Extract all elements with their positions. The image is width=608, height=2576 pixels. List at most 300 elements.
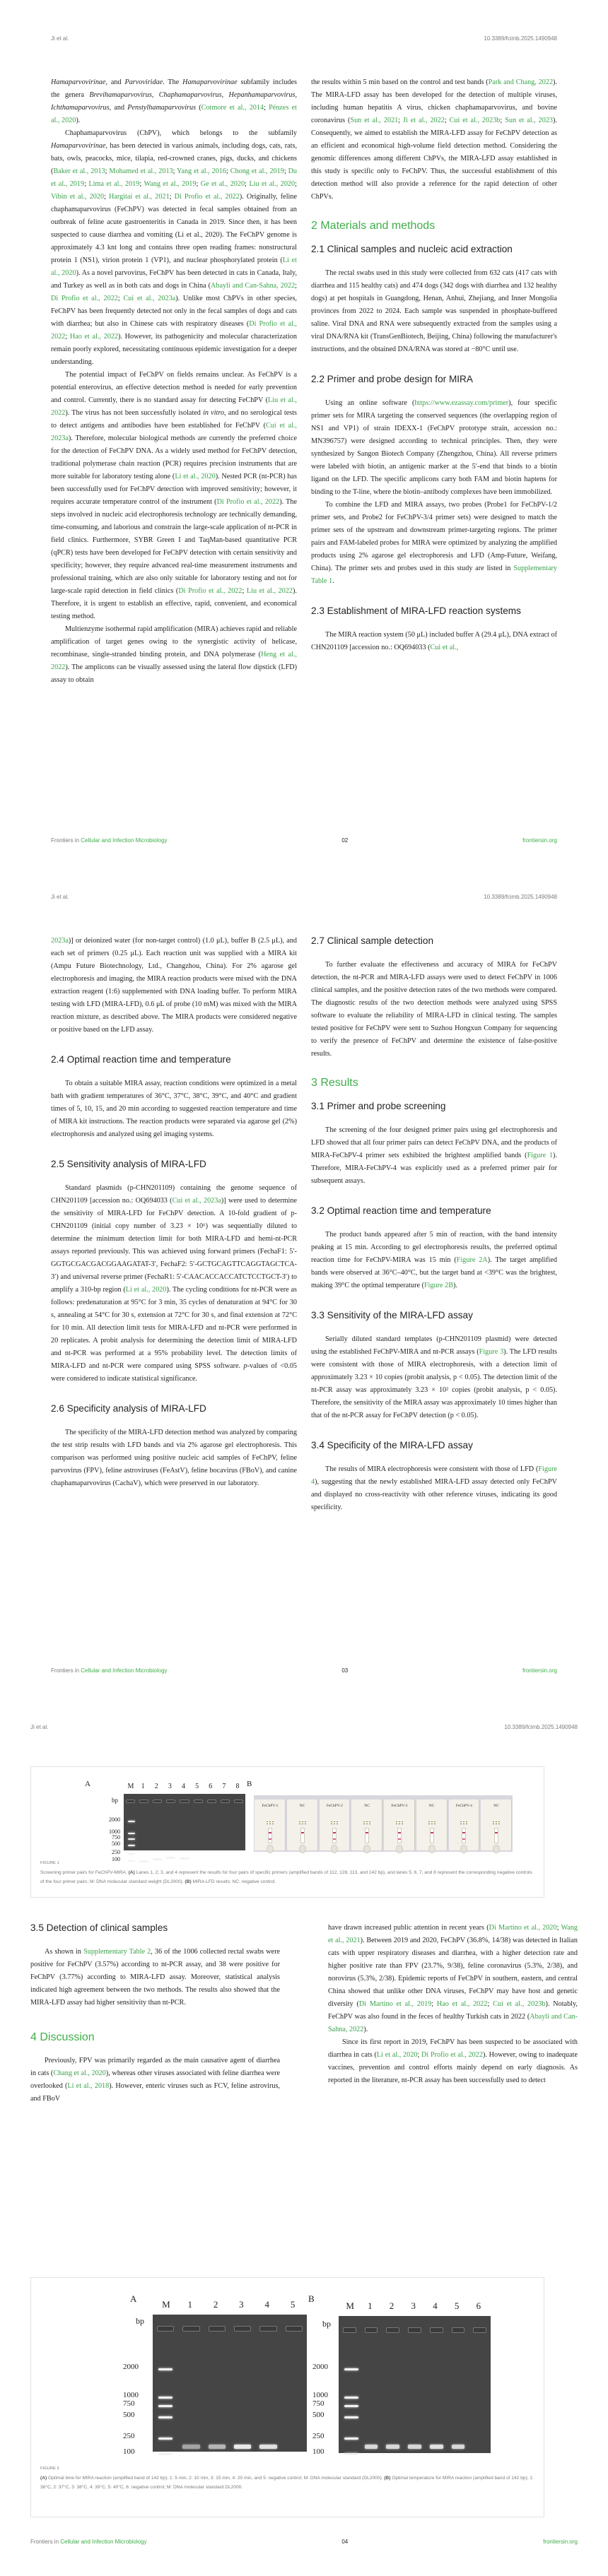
gel-well <box>234 1800 243 1803</box>
citation-link[interactable]: Mohamed et al., 2013 <box>109 167 173 175</box>
text: , and no serological tests to detect antigens and antibodies have been established for FeChPV ( <box>51 409 298 430</box>
strip-label: NC <box>493 1804 499 1808</box>
ladder-band <box>344 2438 358 2440</box>
text: ), four specific primer sets for MIRA targeting the conserved sequences (the overlapping region of NS1 and VP1) of strain IDEXX-1 (FeChPV prototype strain, accession no.: MN396757) were designed according to technical principles. Then, they were synthesized by Sangon Biotech Company (Zhengzhou, China). All reverse primers were labeled with biotin, an antigenic marker at the 5′-end that binds to a biotin ligand on the LFD. The specific amplicons carry both FAM and biotin haptens for binding to the T-line, where the biotin–antibody complexes have been immobilized. <box>311 399 558 496</box>
supplementary-link[interactable]: Supplementary Table 1 <box>311 565 557 585</box>
gel-well <box>234 2326 251 2332</box>
italic-term: Parvoviridae <box>124 78 163 86</box>
product-band <box>452 2445 465 2449</box>
ladder-label: 750 <box>123 2399 135 2408</box>
citation-link[interactable]: Li et al., 2020 <box>51 256 297 277</box>
lfd-strip <box>351 1800 382 1850</box>
text: ). As a novel parvovirus, FeChPV has been detected in cats in Canada, Italy, and Turkey as well as in both cats and dogs in China ( <box>51 269 298 290</box>
citation-link[interactable]: Cui et al., 2023a <box>172 1197 221 1205</box>
strip-label: NC <box>364 1804 370 1808</box>
page-number: 03 <box>341 1667 349 1674</box>
ladder-band <box>344 2405 358 2407</box>
product-band <box>408 2445 421 2449</box>
lane-label: 6 <box>476 2300 481 2311</box>
panel-ref: (B) <box>185 1879 192 1884</box>
citation-link[interactable]: Cui et al., 2023a <box>123 295 176 302</box>
citation-list: Sun et al., 2021; Ji et al., 2022; Cui et al., 2023b; Sun et al., 2023 <box>350 117 554 124</box>
running-head-doi: 10.3389/fcimb.2025.1490948 <box>484 894 557 900</box>
two-column-body <box>30 1922 578 2105</box>
subsection-heading: 2.5 Sensitivity analysis of MIRA-LFD <box>51 1159 206 1169</box>
citation-link[interactable]: Di Profio et al., 2022 <box>51 320 297 341</box>
text: The screening of the four designed primer pairs using gel electrophoresis and LFD showed that all four primer pairs can detect FeChPV DNA, and the products of MIRA-FeChPV-4 primer sets exhibited the brightest amplified bands ( <box>311 1126 557 1159</box>
bp-label: bp <box>136 2316 144 2326</box>
paragraph: Since its first report in 2019, FeChPV has been suspected to be associated with diarrhea in cats (Li et al., 2020; Di Profio et al., 2022). However, owing to inadequate vaccines, prevention and control efforts mainly depend on early diagnosis. As reported in the literature, nt-PCR assay has been successfully used to detect <box>328 2038 578 2084</box>
text: , 36 of the 1006 collected rectal swabs were positive for FeChPV (3.57%) according to nt-PCR assay, and 38 were positive for FeChPV (3.77%) according to MIRA-LFD assay. Moreover, statistical analysis indicated high agreement between the two methods. The results also showed that the MIRA-LFD assay had higher sensitivity than nt-PCR. <box>30 1948 280 2007</box>
control-line <box>301 1832 304 1833</box>
gel-image <box>124 1794 245 1850</box>
gel-well <box>343 2327 356 2333</box>
lane-label: 4 <box>433 2300 438 2311</box>
lane-label: 2 <box>154 1783 158 1790</box>
strip-dots <box>395 1821 404 1825</box>
strip-label: FeChPV-4 <box>455 1804 472 1808</box>
strip-window <box>430 1828 434 1843</box>
section-heading: 3 Results <box>311 1077 358 1089</box>
strip-dots <box>460 1821 468 1825</box>
ladder-label: 1000 <box>109 1828 120 1835</box>
gel-well <box>180 1800 189 1803</box>
ladder-label: 1000 <box>312 2391 328 2399</box>
product-band <box>386 2445 399 2449</box>
citation-link[interactable]: Li et al., 2020 <box>175 473 216 480</box>
bp-label: bp <box>112 1797 118 1804</box>
ladder-band <box>158 2397 173 2399</box>
ladder-band <box>344 2453 358 2455</box>
figure-label: FIGURE 2 <box>40 2466 59 2471</box>
ladder-band <box>344 2397 358 2399</box>
text: Standard plasmids (p-CHN201109) containing the genome sequence of CHN201109 [accession no.: OQ694033 ( <box>51 1184 297 1205</box>
lane-label: M <box>162 2299 170 2310</box>
text: and <box>111 104 128 112</box>
text: Multienzyme isothermal rapid amplification (MIRA) achieves rapid and reliable amplification of target genes owing to the synergistic activity of helicase, recombinase, single-stranded binding protein, and DNA polymerase ( <box>51 625 297 658</box>
citation-link[interactable]: Hao et al., 2022 <box>436 2000 488 2008</box>
text: ). The target amplified bands were observed at 36°C–40°C, but the target band at <39°C was the brightest, making 39°C the optimal temperature ( <box>311 1256 557 1289</box>
lane-label: 3 <box>411 2300 416 2311</box>
citation-link[interactable]: Li et al., 2020 <box>125 1286 167 1294</box>
citation-link[interactable]: Yang et al., 2016 <box>177 167 226 175</box>
journal-link[interactable]: Cellular and Infection Microbiology <box>60 2539 147 2545</box>
text: ). Originally, feline chaphamaparvovirus (FeChPV) was detected in fecal samples obtained from an outbreak of feline acute gastroenteritis in Canada in 2019. Since then, it has been suspected to cause diarrhea and vomiting (Li et al., 2020). The FeChPV genome is approximately 4.3 knt long and contains three open reading frames: nonstructural protein 1 (NS1), virion protein 1 (VP1), and nuclear phosphorylated protein ( <box>51 193 297 264</box>
text: . <box>332 577 334 585</box>
running-head <box>30 1724 578 1730</box>
text: ). Between 2019 and 2020, FeChPV (36.8%, 14/38) was detected in Italian cats with upper respiratory diseases and diarrhea, with a higher detection rate and higher positive rate than FPV (23.7%, 9/38), feline coronavirus (5.3%, 2/38), and norovirus (5.3%, 2/38). Epidemic reports of FeChPV in southern, eastern, and central China showed that unlike other DNA viruses, FeChPV may have host and genetic diversity ( <box>328 1937 578 2008</box>
paragraph: The potential impact of FeChPV on fields remains unclear. As FeChPV is a potential enterovirus, an effective detection method is needed for early prevention and control. Currently, there is no standard assay for detecting FeChPV (Liu et al., 2022). The virus has not been successfully isolated in vitro, and no serological tests to detect antigens and antibodies have been established for FeChPV (Cui et al., 2023a). Therefore, molecular biological methods are currently the preferred choice for the detection of FeChPV DNA. As a widely used method for FeChPV detection, traditional polymerase chain reaction (PCR) requires precision instruments that are more suitable for laboratory testing alone (Li et al., 2020). Nested PCR (nt-PCR) has been successfully used for FeChPV detection with improved sensitivity; however, it requires accurate temperature control of the instrument (Di Profio et al., 2022). The steps involved in nucleic acid electrophoresis technology are technically demanding, time-consuming, and laborious and constrain the large-scale application of nt-PCR in field clinics. Furthermore, SYBR Green I and TaqMan-based quantitative PCR (qPCR) tests have been developed for FeChPV detection with certain sensitivity and specificity; however, they require advanced real-time measurement instruments and professional training, which are also only suitable for laboratory testing and not for large-scale rapid detection in field clinics (Di Profio et al., 2022; Liu et al., 2022). Therefore, it is urgent to establish an effective, rapid, convenient, and economical testing method. <box>51 371 298 620</box>
sample-well <box>267 1845 274 1853</box>
section-heading: 4 Discussion <box>30 2031 95 2043</box>
ladder-band <box>344 2416 358 2418</box>
text: ( <box>196 104 201 112</box>
page-number: 04 <box>341 2539 349 2545</box>
text: , has been detected in various animals, including dogs, cats, rats, bats, owls, peacocks, mice, tilapia, red-crowned cranes, pigs, ducks, and chickens ( <box>51 142 297 175</box>
lfd-strip <box>255 1800 286 1850</box>
text: To combine the LFD and MIRA assays, two probes (Probe1 for FeChPV-1/2 primer sets, and Probe2 for FeChPV-3/4 primer sets) were designed to match the primer sets of the upstream and downstream primer-targeting regions. The primer pairs and FAM-labeled probes for MIRA were optimized by analyzing the amplified products using 2% agarose gel electrophoresis and LFD (Amp-Future, Weifang, China). The primer sets and probes used in this study are listed in <box>311 501 557 572</box>
paragraph <box>311 1463 557 1514</box>
running-head-doi: 10.3389/fcimb.2025.1490948 <box>484 35 557 42</box>
panel-b-label: B <box>308 2293 315 2304</box>
footer-journal <box>51 837 168 844</box>
italic-term: in vitro <box>203 409 225 417</box>
citation-link[interactable]: Di Profio et al., 2022 <box>51 295 118 302</box>
sample-well <box>331 1845 338 1853</box>
citation-link[interactable]: Cui et al., 2023b <box>449 117 501 124</box>
text: ), whereas other viruses associated with feline diarrhea were overlooked ( <box>30 2069 280 2090</box>
lfd-strip <box>449 1800 480 1850</box>
ladder-label: 1000 <box>123 2391 139 2399</box>
gel-well <box>408 2327 421 2333</box>
sample-well <box>396 1845 403 1853</box>
right-column <box>328 1922 578 2105</box>
gel-well <box>430 2327 443 2333</box>
italic-term: Hamaparvovirinae <box>51 142 106 150</box>
text: ). The amplicons can be visually assessed using the lateral flow dipstick (LFD) assay to obtain <box>51 663 297 684</box>
text: ). Nested PCR (nt-PCR) has been successfully used for FeChPV detection with improved sensitivity; however, it requires accurate temperature control of the instrument ( <box>51 473 298 506</box>
lfd-strip <box>320 1800 351 1850</box>
citation-list: Di Profio et al., 2022; Hao et al., 2022 <box>51 320 297 341</box>
control-line <box>431 1832 433 1833</box>
ladder-band <box>128 1838 135 1840</box>
lfd-strip <box>481 1800 512 1850</box>
footer-journal <box>51 1667 168 1674</box>
strip-dots <box>266 1821 274 1825</box>
text: ). However, its pathogenicity and molecular characterization remain poorly explored, necessitating continuous epidemic investigation for a deeper understanding. <box>51 333 297 366</box>
text: have drawn increased public attention in recent years ( <box>328 1924 489 1932</box>
citation-link[interactable]: Cotmore et al., 2014 <box>201 104 264 112</box>
lane-label: 7 <box>222 1783 226 1790</box>
text: subfamily includes the genera <box>51 78 298 99</box>
citation-link[interactable]: Di Profio et al., 2022 <box>174 193 240 201</box>
paragraph: The rectal swabs used in this study were collected from 632 cats (417 cats with diarrhea and 115 healthy cats) and 474 dogs (342 dogs with diarrhea and 132 healthy dogs) at pet hospitals in Guangdong, Henan, Anhui, Zhejiang, and Inner Mongolia provinces from 2022 to 2024. Each sample was suspended in phosphate-buffered saline. Viral DNA and RNA were subsequently extracted from the samples using a viral DNA/RNA kit (TransGenBiotech, Beijing, China) following the manufacturer's instructions, and the obtained DNA/RNA was stored at −80°C until use. <box>311 269 557 353</box>
citation-link[interactable]: Chang et al., 2020 <box>53 2069 106 2077</box>
page-footer <box>51 1667 557 1674</box>
figure-link[interactable]: Figure 3 <box>479 1348 504 1356</box>
strip-dots <box>298 1821 307 1825</box>
text: The results of MIRA electrophoresis were consistent with those of LFD ( <box>325 1465 539 1473</box>
figure-1-image <box>31 1767 544 1862</box>
lane-label: 4 <box>182 1783 185 1790</box>
product-band <box>365 2445 378 2449</box>
lane-label: M <box>127 1783 134 1790</box>
panel-b-label: B <box>247 1780 252 1788</box>
strip-window <box>462 1828 466 1843</box>
strip-window <box>397 1828 402 1843</box>
gel-well <box>182 2326 199 2332</box>
text: The potential impact of FeChPV on fields remains unclear. As FeChPV is a potential enterovirus, an effective detection method is needed for early prevention and control. Currently, there is no standard assay for detecting FeChPV ( <box>51 371 297 404</box>
running-head <box>51 35 557 42</box>
product-band <box>153 1858 162 1860</box>
citation-link[interactable]: Pénzes et al., 2020 <box>51 104 297 124</box>
paragraph <box>311 629 557 654</box>
right-column <box>311 935 557 1514</box>
ladder-band <box>344 2368 358 2370</box>
text: , and <box>105 78 125 86</box>
test-line <box>333 1838 336 1840</box>
paragraph: have drawn increased public attention in recent years (Di Martino et al., 2020; Wang et al., 2021). Between 2019 and 2020, FeChPV (36.8%, 14/38) was detected in Italian cats with upper respiratory diseases and diarrhea, with a higher detection rate and higher positive rate than FPV (23.7%, 9/38), feline coronavirus (5.3%, 2/38), and norovirus (5.3%, 2/38). Epidemic reports of FeChPV in southern, eastern, and central China showed that unlike other DNA viruses, FeChPV may have host and genetic diversity (Di Martino et al., 2019; Hao et al., 2022; Cui et al., 2023b). Notably, FeChPV was also found in the feces of healthy Turkish cats in 2022 (Abayli and Can-Sahna, 2022). <box>328 1924 578 2033</box>
panel-a-label: A <box>85 1780 90 1788</box>
ladder-label: 500 <box>123 2411 135 2419</box>
citation-link[interactable]: Du et al., 2019 <box>51 167 298 188</box>
subsection-heading: 2.7 Clinical sample detection <box>311 935 434 946</box>
subsection-heading: 2.6 Specificity analysis of MIRA-LFD <box>51 1403 206 1414</box>
text: ). However, owing to inadequate vaccines, prevention and control efforts mainly depend on early diagnosis. As reported in the literature, nt-PCR assay has been successfully used to detect <box>328 2051 578 2084</box>
paragraph <box>51 623 297 687</box>
strip-window <box>365 1828 369 1843</box>
gel-well <box>452 2327 465 2333</box>
gel-well <box>194 1800 203 1803</box>
product-band <box>139 1860 148 1862</box>
text: ). <box>76 117 81 124</box>
paragraph <box>311 397 557 499</box>
text: Previously, FPV was primarily regarded as the main causative agent of diarrhea in cats ( <box>30 2057 280 2077</box>
citation-link[interactable]: Liu et al., 2022 <box>246 587 293 595</box>
ladder-label: 250 <box>312 2432 325 2440</box>
citation-link[interactable]: Liu et al., 2020 <box>249 180 296 188</box>
citation-link[interactable]: Cui et al., <box>430 644 459 651</box>
ladder-label: 250 <box>112 1849 120 1855</box>
ladder-label: 250 <box>123 2432 135 2440</box>
running-head-authors: Ji et al. <box>51 35 69 42</box>
text: )] or deionized water (for non-target control) (1.0 μL), buffer B (2.5 μL), and each set of primers (0.25 μL). Each reaction unit was supplied with a MIRA kit (Ampu Future Biotechnology, Ltd., Changzhou, China). For 2% agarose gel electrophoresis and imaging, the MIRA reaction products were mixed with the DNA extraction reagent (1:6) supplemented with DNA loading buffer. To perform MIRA testing with LFD (MIRA-LFD), 0.6 μL of probe (10 mM) was mixed with the MIRA reaction mixture, as described above. The MIRA products were considered negative or positive based on the LFD assay. <box>51 937 297 1034</box>
control-line <box>366 1832 368 1833</box>
citation-link[interactable]: 2023a <box>51 937 69 945</box>
citation-link[interactable]: Chong et al., 2019 <box>230 167 284 175</box>
lfd-strip <box>416 1800 448 1850</box>
two-column-body <box>51 935 557 1514</box>
citation-link[interactable]: Hargitai et al., 2021 <box>109 193 170 201</box>
text: Serially diluted standard templates (p-CHN201109 plasmid) were detected using the established FeChPV-MIRA and nt-PCR assays ( <box>311 1335 557 1356</box>
citation-link[interactable]: Wang et al., 2021 <box>328 1924 578 1944</box>
page-02 <box>0 0 608 858</box>
strip-label: FeChPV-3 <box>391 1804 408 1808</box>
citation-link[interactable]: Cui et al., 2023b <box>493 2000 546 2008</box>
citation-link[interactable]: Li et al., 2020 <box>376 2051 418 2059</box>
page-footer <box>51 837 557 844</box>
test-line <box>398 1838 401 1840</box>
lane-label: 3 <box>168 1783 172 1790</box>
paragraph <box>311 499 557 588</box>
lfd-strip <box>287 1800 318 1850</box>
footer-prefix: Frontiers in <box>51 1667 81 1674</box>
control-line <box>462 1832 465 1833</box>
text: Using an online software ( <box>325 399 415 407</box>
italic-term: p <box>243 1362 247 1370</box>
text: Optimal temperature for MIRA reaction (amplified band of 142 bp); 1: 36°C, 2: 37°C, 3: 38°C, 4: 39°C, 5: 40°C, 6: negative control; M: DNA molecular standard DL2000. <box>40 2476 534 2490</box>
journal-link[interactable]: Cellular and Infection Microbiology <box>81 837 168 844</box>
text: Since its first report in 2019, FeChPV has been suspected to be associated with diarrhea in cats ( <box>328 2038 578 2059</box>
gel-well <box>209 2326 226 2332</box>
lane-label: 4 <box>264 2299 269 2310</box>
ladder-label: 100 <box>112 1856 120 1862</box>
text: As shown in <box>45 1948 84 1956</box>
citation-link[interactable]: Hao et al., 2022 <box>69 333 119 341</box>
page-03 <box>0 858 608 1717</box>
running-head-authors: Ji et al. <box>51 894 69 900</box>
text: -values of <0.05 were considered to indicate statistical significance. <box>51 1362 298 1383</box>
lane-label: 5 <box>195 1783 199 1790</box>
text: ). The steps involved in nucleic acid electrophoresis technology are technically demanding, time-consuming, and laborious and constrain the large-scale application of nt-PCR in field clinics. Furthermore, SYBR Green I and TaqMan-based quantitative PCR (qPCR) tests have been developed for FeChPV detection with certain sensitivity and specificity; however, they require advanced real-time measurement instruments and professional training, which are also only suitable for laboratory testing and not for large-scale rapid detection in field clinics ( <box>51 498 297 595</box>
figure-label: FIGURE 1 <box>40 1861 59 1865</box>
panel-ref: (A) <box>128 1870 135 1875</box>
panel-ref: (B) <box>384 2476 391 2481</box>
subsection-heading: 2.1 Clinical samples and nucleic acid extraction <box>311 244 513 254</box>
citation-link[interactable]: Cui et al., 2023a <box>51 422 297 442</box>
citation-link[interactable]: Di Profio et al., 2022 <box>421 2051 483 2059</box>
lane-label: 5 <box>290 2299 296 2310</box>
lane-label: 1 <box>368 2300 373 2311</box>
subsection-heading: 3.1 Primer and probe screening <box>311 1101 446 1111</box>
strip-dots <box>428 1821 436 1825</box>
lane-label: 1 <box>141 1783 145 1790</box>
control-line <box>495 1832 498 1833</box>
paragraph <box>311 1229 557 1292</box>
product-band <box>180 1857 189 1860</box>
lane-label: 5 <box>454 2300 460 2311</box>
figure-link[interactable]: Figure 2B <box>423 1282 454 1289</box>
figure-1 <box>30 1766 544 1898</box>
gel-well <box>386 2327 399 2333</box>
citation-link[interactable]: Di Profio et al., 2022 <box>178 587 242 595</box>
strip-dots <box>363 1821 371 1825</box>
strip-window <box>494 1828 498 1843</box>
citation-link[interactable]: Di Martino et al., 2019 <box>358 2000 432 2008</box>
ladder-band <box>158 2453 173 2455</box>
subsection-heading: 2.4 Optimal reaction time and temperature <box>51 1054 231 1065</box>
subsection-heading: 3.4 Specificity of the MIRA-LFD assay <box>311 1440 473 1451</box>
paragraph <box>51 127 297 369</box>
strip-window <box>332 1828 337 1843</box>
gel-well <box>365 2327 378 2333</box>
product-band <box>166 1857 175 1859</box>
ladder-band <box>158 2438 173 2440</box>
left-column <box>30 1922 280 2105</box>
paragraph <box>30 1946 280 2009</box>
citation-link[interactable]: Heng et al., 2022 <box>51 651 297 671</box>
ladder-label: 750 <box>112 1834 120 1841</box>
paragraph: The specificity of the MIRA-LFD detection method was analyzed by comparing the test strip results with LFD bands and via 2% agarose gel electrophoresis. This comparison was performed using positive nucleic acid samples of FeChPV, feline parvovirus (FPV), feline astroviruses (FeAstV), feline bocavirus (FBoV), and canine chaphamaparvovirus (CachaV), which were preserved in our laboratory. <box>51 1429 297 1487</box>
ladder-label: 100 <box>312 2447 325 2456</box>
strip-label: NC <box>299 1804 305 1808</box>
control-line <box>333 1832 336 1833</box>
figure-link[interactable]: Figure 1 <box>527 1152 554 1159</box>
italic-term: Brevihamaparvovirus, Chaphamaparvovirus, Hepanhamaparvovirus, Ichthamaparvovirus, <box>51 91 297 112</box>
citation-list: Di Martino et al., 2019; Hao et al., 2022; Cui et al., 2023b <box>358 2000 546 2008</box>
citation-link[interactable]: Sun et al., 2021 <box>350 117 399 124</box>
citation-link[interactable]: Abayli and Can-Sahna, 2022 <box>211 282 296 290</box>
citation-link[interactable]: Baker et al., 2013 <box>53 167 105 175</box>
sample-well <box>299 1845 306 1853</box>
product-band <box>209 2445 226 2449</box>
product-band <box>234 2445 251 2449</box>
paragraph <box>311 1333 557 1422</box>
gel-well <box>153 1800 162 1803</box>
ladder-band <box>128 1833 135 1834</box>
figure-link[interactable]: Figure 2A <box>456 1256 488 1264</box>
footer-prefix: Frontiers in <box>51 837 81 844</box>
citation-link[interactable]: Park and Chang, 2022 <box>488 78 554 86</box>
product-band <box>430 2445 443 2449</box>
gel-well <box>126 1800 135 1803</box>
ladder-band <box>158 2405 173 2407</box>
ladder-label: 2000 <box>312 2363 328 2371</box>
citation-link[interactable]: Li et al., 2018 <box>67 2082 110 2090</box>
lane-label: 6 <box>209 1783 213 1790</box>
site-link[interactable]: frontiersin.org <box>522 1667 557 1674</box>
panel-ref: (A) <box>40 2476 47 2481</box>
lane-label: 2 <box>389 2300 394 2311</box>
ladder-label: 500 <box>312 2411 325 2419</box>
ladder-band <box>128 1845 135 1846</box>
citation-link[interactable]: Di Martino et al., 2020 <box>489 1924 557 1932</box>
strip-dots <box>330 1821 339 1825</box>
citation-link[interactable]: Ji et al., 2022 <box>403 117 445 124</box>
lane-label: 1 <box>187 2299 192 2310</box>
site-link[interactable]: frontiersin.org <box>522 837 557 844</box>
ladder-band <box>158 2416 173 2418</box>
gel-well <box>259 2326 276 2332</box>
lane-label: 2 <box>213 2299 218 2310</box>
site-link[interactable]: frontiersin.org <box>543 2539 578 2545</box>
gel-well <box>221 1800 230 1803</box>
sample-well <box>460 1845 467 1853</box>
citation-link[interactable]: Wang et al., 2019 <box>144 180 197 188</box>
page-footer <box>30 2539 578 2545</box>
product-band <box>182 2445 199 2449</box>
text: MIRA-LFD results; NC: negative control. <box>191 1879 276 1884</box>
sample-well <box>493 1845 500 1853</box>
citation-link[interactable]: Di Profio et al., 2022 <box>216 498 280 506</box>
subsection-heading: 3.5 Detection of clinical samples <box>30 1922 168 1933</box>
text: Screening primer pairs for FeChPV-MIRA. <box>40 1870 129 1875</box>
running-head-authors: Ji et al. <box>30 1724 49 1730</box>
footer-journal <box>30 2539 147 2545</box>
control-line <box>398 1832 401 1833</box>
italic-term: Hamaparvovirinae <box>182 78 238 86</box>
figure-2 <box>30 2277 544 2517</box>
supplementary-link[interactable]: Supplementary Table 2 <box>83 1948 151 1956</box>
gel-image-a <box>153 2315 307 2452</box>
page-04 <box>0 1717 608 2576</box>
text: ). Therefore, it is urgent to establish an effective, rapid, convenient, and economical testing method. <box>51 587 297 620</box>
citation-link[interactable]: Abayli and Can-Sahna, 2022 <box>328 2013 578 2033</box>
text: ). <box>363 2026 368 2033</box>
text: Chaphamaparvovirus (ChPV), which belongs to the subfamily <box>65 129 297 137</box>
citation-link[interactable]: Vibin et al., 2020 <box>51 193 105 201</box>
gel-well <box>166 1800 175 1803</box>
paragraph <box>30 2055 280 2105</box>
text: ). The MIRA-LFD assay has been developed for the detection of multiple viruses, including human hepatitis A virus, chicken chaphamaparvovirus, and bovine coronavirus ( <box>311 78 557 124</box>
external-link[interactable]: https://www.ezassay.com/primer <box>414 399 509 407</box>
running-head-doi: 10.3389/fcimb.2025.1490948 <box>504 1724 578 1730</box>
strip-label: FeChPV-1 <box>262 1804 279 1808</box>
strip-window <box>300 1828 305 1843</box>
citation-link[interactable]: Lima et al., 2019 <box>88 180 140 188</box>
journal-link[interactable]: Cellular and Infection Microbiology <box>81 1667 168 1674</box>
citation-list: Baker et al., 2013; Mohamed et al., 2013; Yang et al., 2016; Chong et al., 2019; Du et al., 2019; Lima et al., 2019; Wang et al., 2019; Ge et al., 2020; Liu et al., 2020; Vibin et al., 2020; Hargitai et al., 2021; Di Profio et al., 2022 <box>51 167 298 201</box>
paragraph: To obtain a suitable MIRA assay, reaction conditions were optimized in a metal bath with gradient temperatures of 36°C, 37°C, 38°C, 39°C, and 40°C and gradient times of 5, 10, 15, and 20 min according to suggested reaction temperature and time of MIRA kit instructions. The reaction products were separated via agarose gel (2%) electrophoresis and analyzed using gel imaging systems. <box>51 1080 297 1138</box>
paragraph: To further evaluate the effectiveness and accuracy of MIRA for FeChPV detection, the nt-PCR and MIRA-LFD assays were used to detect FeChPV in 1006 clinical samples, and the positive detection rates of the two methods were compared. The diagnostic results of the two detection methods were analyzed using SPSS software to evaluate the reliability of MIRA-LFD in clinical testing. The samples tested positive for FeChPV were sent to Suzhou Hongxun Company for sequencing to verify the presence of FeChPV and determine the existence of false-positive results. <box>311 961 557 1058</box>
figure-2-caption <box>31 2464 544 2502</box>
citation-link[interactable]: Sun et al., 2023 <box>505 117 554 124</box>
citation-link[interactable]: Ge et al., 2020 <box>200 180 245 188</box>
figure-2-image <box>31 2278 544 2454</box>
citation-link[interactable]: Liu et al., 2022 <box>51 396 297 417</box>
bp-label: bp <box>322 2319 331 2329</box>
figure-link[interactable]: Figure 4 <box>311 1465 557 1486</box>
